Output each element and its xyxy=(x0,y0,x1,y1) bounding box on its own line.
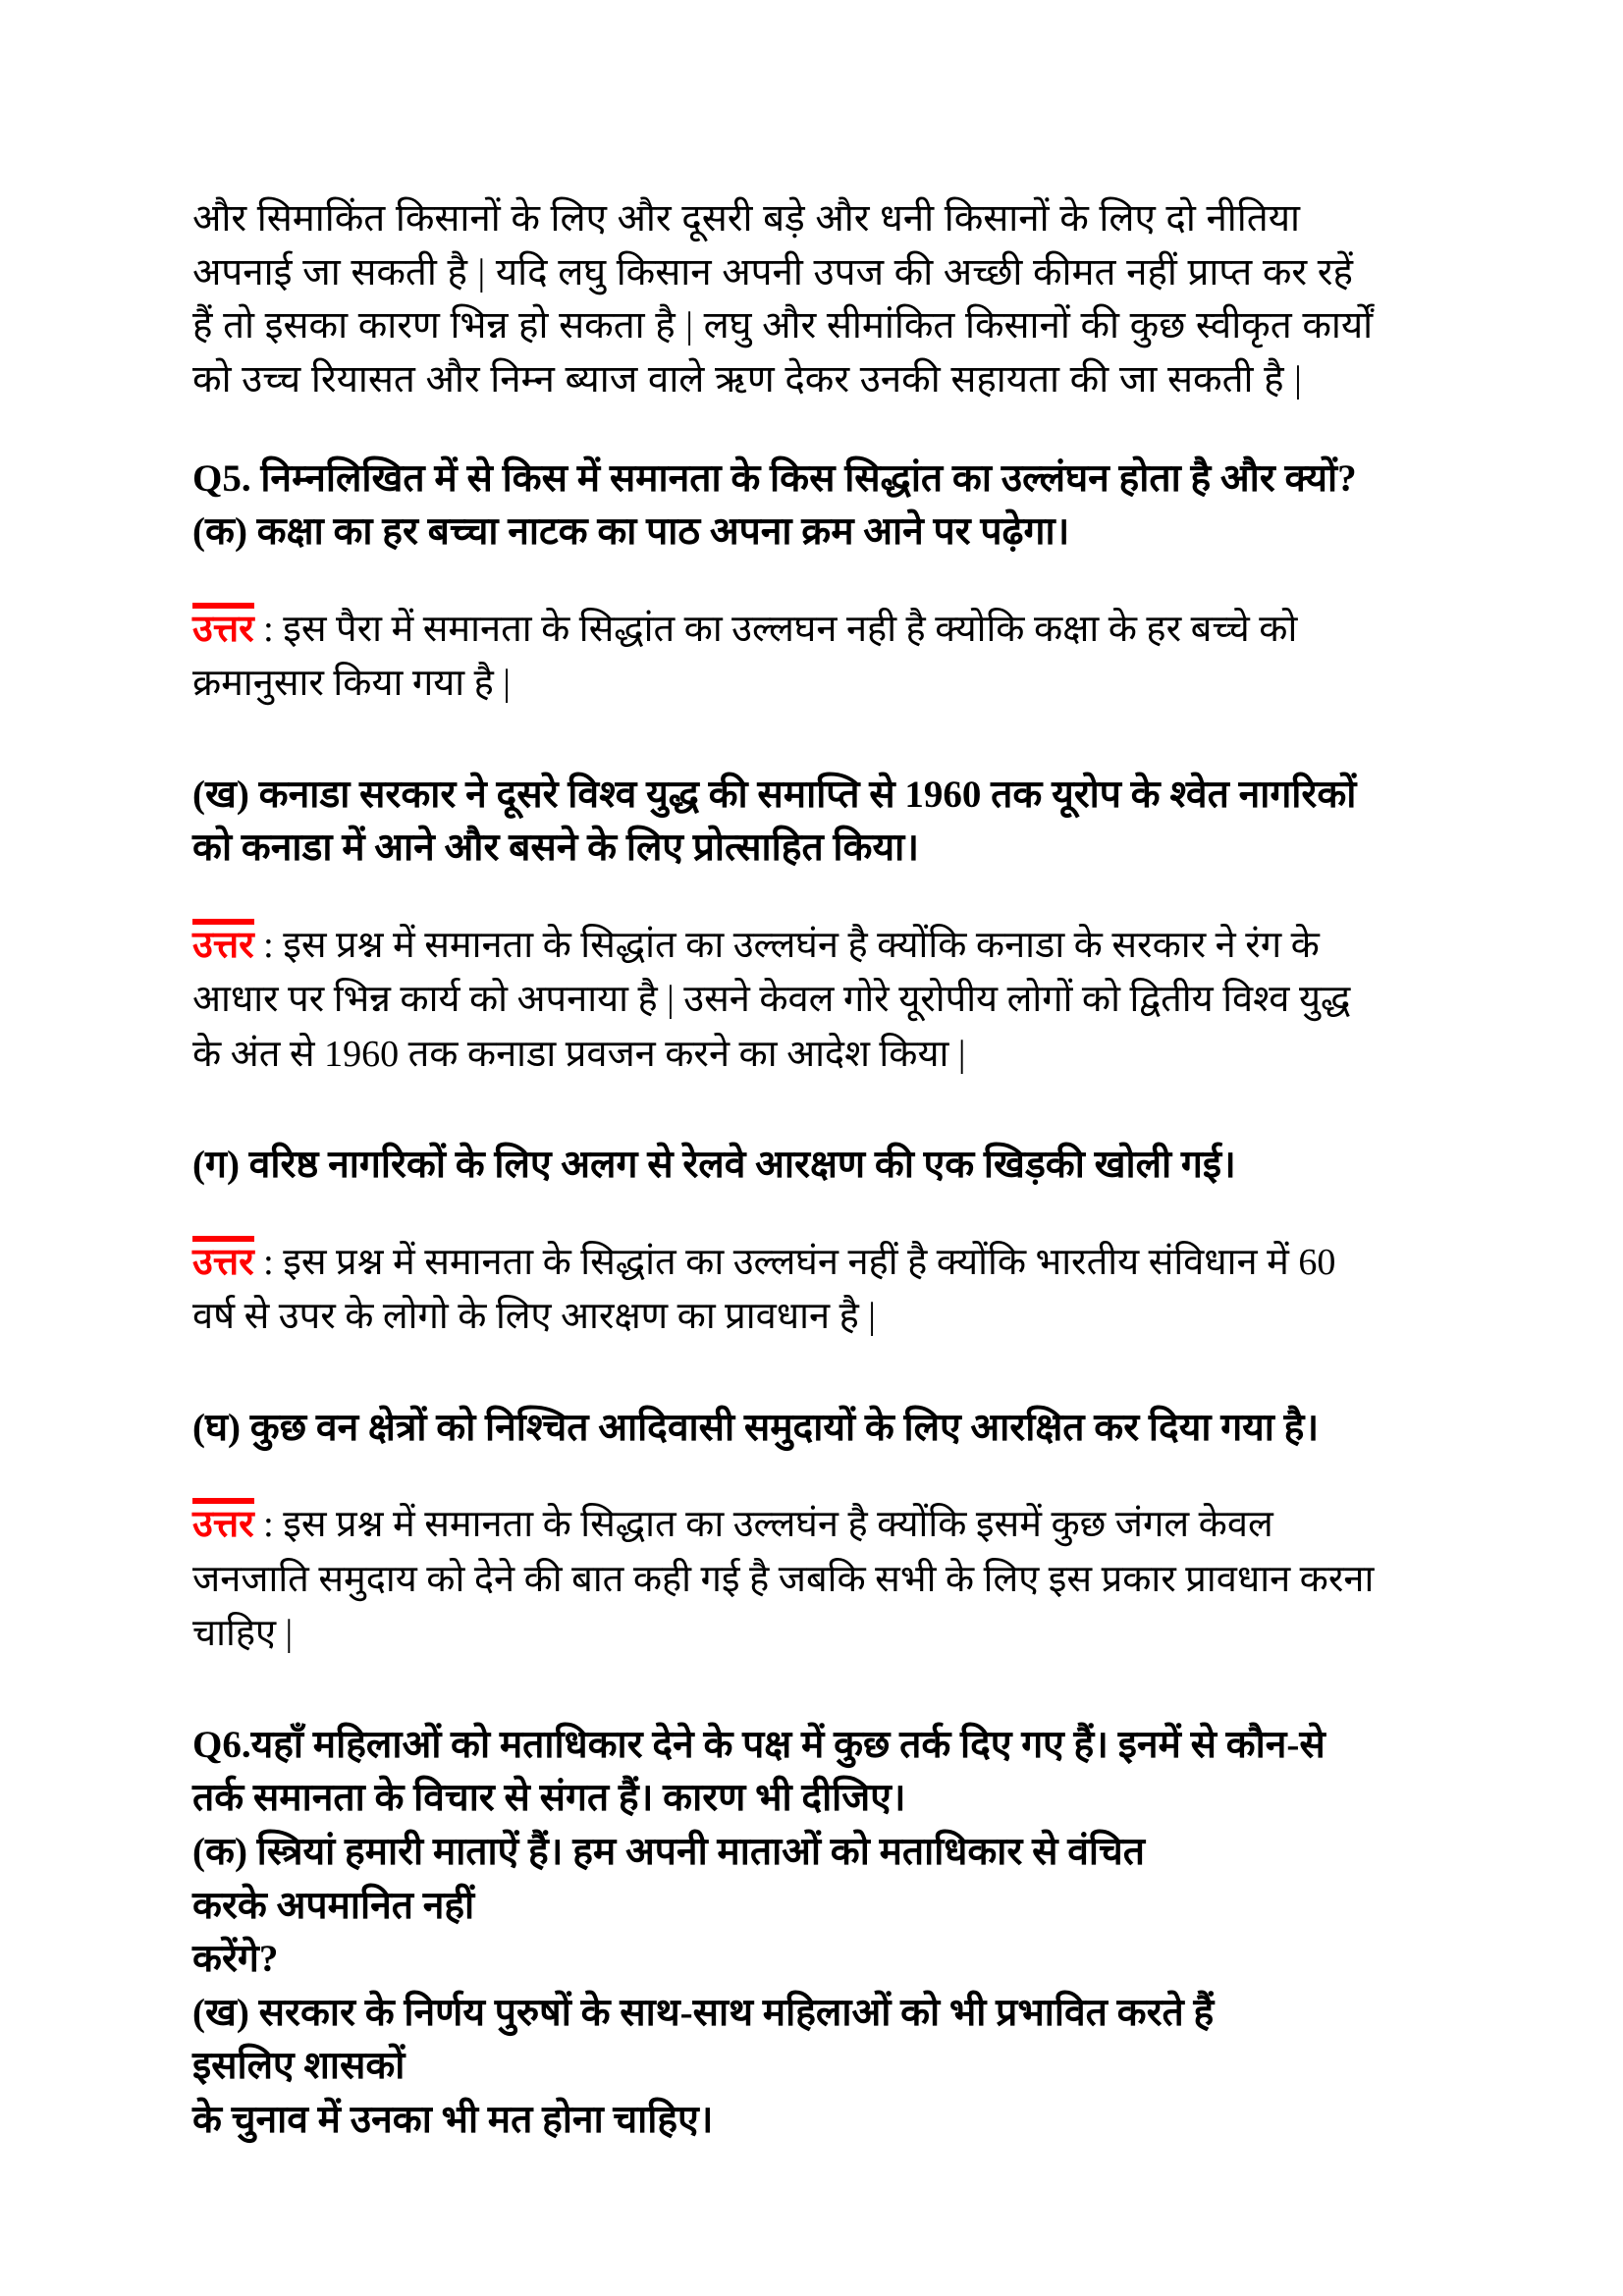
answer-5-b xyxy=(192,919,1381,1082)
answer-text-a: इस पैरा में समानता के सिद्धांत का उल्लघन नही है क्योकि कक्षा के हर बच्चे को क्रमानुसार किया गया है | xyxy=(192,608,1298,705)
spacer xyxy=(192,1193,1381,1236)
question-6-line-4: (ख) सरकार के निर्णय पुरुषों के साथ-साथ महिलाओं को भी प्रभावित करते हैं xyxy=(192,1991,1215,2034)
answer-5-c xyxy=(192,1236,1381,1345)
answer-text-c: इस प्रश्न में समानता के सिद्धांत का उल्लघंन नहीं है क्योंकि भारतीय संविधान में 60 वर्ष से उपर के लोगो के लिए आरक्षण का प्रावधान है | xyxy=(192,1241,1336,1338)
question-5-heading: Q5. निम्नलिखित में से किस में समानता के किस सिद्धांत का उल्लंघन होता है और क्यों? xyxy=(192,456,1357,500)
question-5-part-a: (क) कक्षा का हर बच्चा नाटक का पाठ अपना क्रम आने पर पढ़ेगा। xyxy=(192,510,1070,554)
question-6-line-2: करके अपमानित नहीं xyxy=(192,1884,475,1927)
answer-colon-c: : xyxy=(253,1241,284,1283)
question-5-part-d: (घ) कुछ वन क्षेत्रों को निश्चित आदिवासी समुदायों के लिए आरक्षित कर दिया गया है। xyxy=(192,1406,1320,1449)
question-6-heading: Q6.यहाँ महिलाओं को मताधिकार देने के पक्ष में कुछ तर्क दिए गए हैं। इनमें से कौन-से तर्क समानता के विचार से संगत हैं। कारण भी दीजिए। xyxy=(192,1723,1325,1820)
answer-colon-a: : xyxy=(253,608,284,650)
spacer xyxy=(192,876,1381,919)
answer-label-a: उत्तर xyxy=(192,603,254,651)
spacer xyxy=(192,1662,1381,1719)
answer-text-d: इस प्रश्न में समानता के सिद्धात का उल्लघंन है क्योंकि इसमें कुछ जंगल केवल जनजाति समुदाय को देने की बात कही गई है जबकि सभी के लिए इस प्रकार प्रावधान करना चाहिए | xyxy=(192,1504,1375,1655)
spacer xyxy=(192,712,1381,769)
spacer xyxy=(192,1345,1381,1402)
question-6-line-6: के चुनाव में उनका भी मत होना चाहिए। xyxy=(192,2099,714,2142)
question-5-part-b: (ख) कनाडा सरकार ने दूसरे विश्व युद्ध की समाप्ति से 1960 तक यूरोप के श्वेत नागरिकों को कनाडा में आने और बसने के लिए प्रोत्साहित किया। xyxy=(192,773,1357,870)
answer-colon-d: : xyxy=(253,1504,284,1546)
question-6-line-5: इसलिए शासकों xyxy=(192,2045,406,2088)
answer-label-c: उत्तर xyxy=(192,1236,254,1284)
document-body xyxy=(192,192,1381,2148)
question-6-line-3: करेंगे? xyxy=(192,1938,279,1981)
answer-label-b: उत्तर xyxy=(192,919,254,967)
spacer xyxy=(192,560,1381,603)
spacer xyxy=(192,1455,1381,1498)
answer-label-d: उत्तर xyxy=(192,1498,254,1546)
question-5-part-c: (ग) वरिष्ठ नागरिकों के लिए अलग से रेलवे आरक्षण की एक खिड़की खोली गई। xyxy=(192,1144,1236,1187)
spacer xyxy=(192,1082,1381,1139)
intro-paragraph: और सिमाकिंत किसानों के लिए और दूसरी बड़े और धनी किसानों के लिए दो नीतिया अपनाई जा सकती है | यदि लघु किसान अपनी उपज की अच्छी कीमत नहीं प्राप्त कर रहें हैं तो इसका कारण भिन्न हो सकता है | लघु और सीमांकित किसानों की कुछ स्वीकृत कार्यों को उच्च रियासत और निम्न ब्याज वाले ऋण देकर उनकी सहायता की जा सकती है | xyxy=(192,198,1374,400)
answer-5-d xyxy=(192,1498,1381,1661)
question-6-line-1: (क) स्त्रियां हमारी माताऐं हैं। हम अपनी माताओं को मताधिकार से वंचित xyxy=(192,1831,1145,1874)
answer-5-a xyxy=(192,603,1381,712)
answer-text-b: इस प्रश्न में समानता के सिद्धांत का उल्लघंन है क्योंकि कनाडा के सरकार ने रंग के आधार पर भिन्न कार्य को अपनाया है | उसने केवल गोरे यूरोपीय लोगों को द्वितीय विश्व युद्ध के अंत से 1960 तक कनाडा प्रवजन करने का आदेश किया | xyxy=(192,924,1351,1075)
answer-colon-b: : xyxy=(253,924,284,966)
